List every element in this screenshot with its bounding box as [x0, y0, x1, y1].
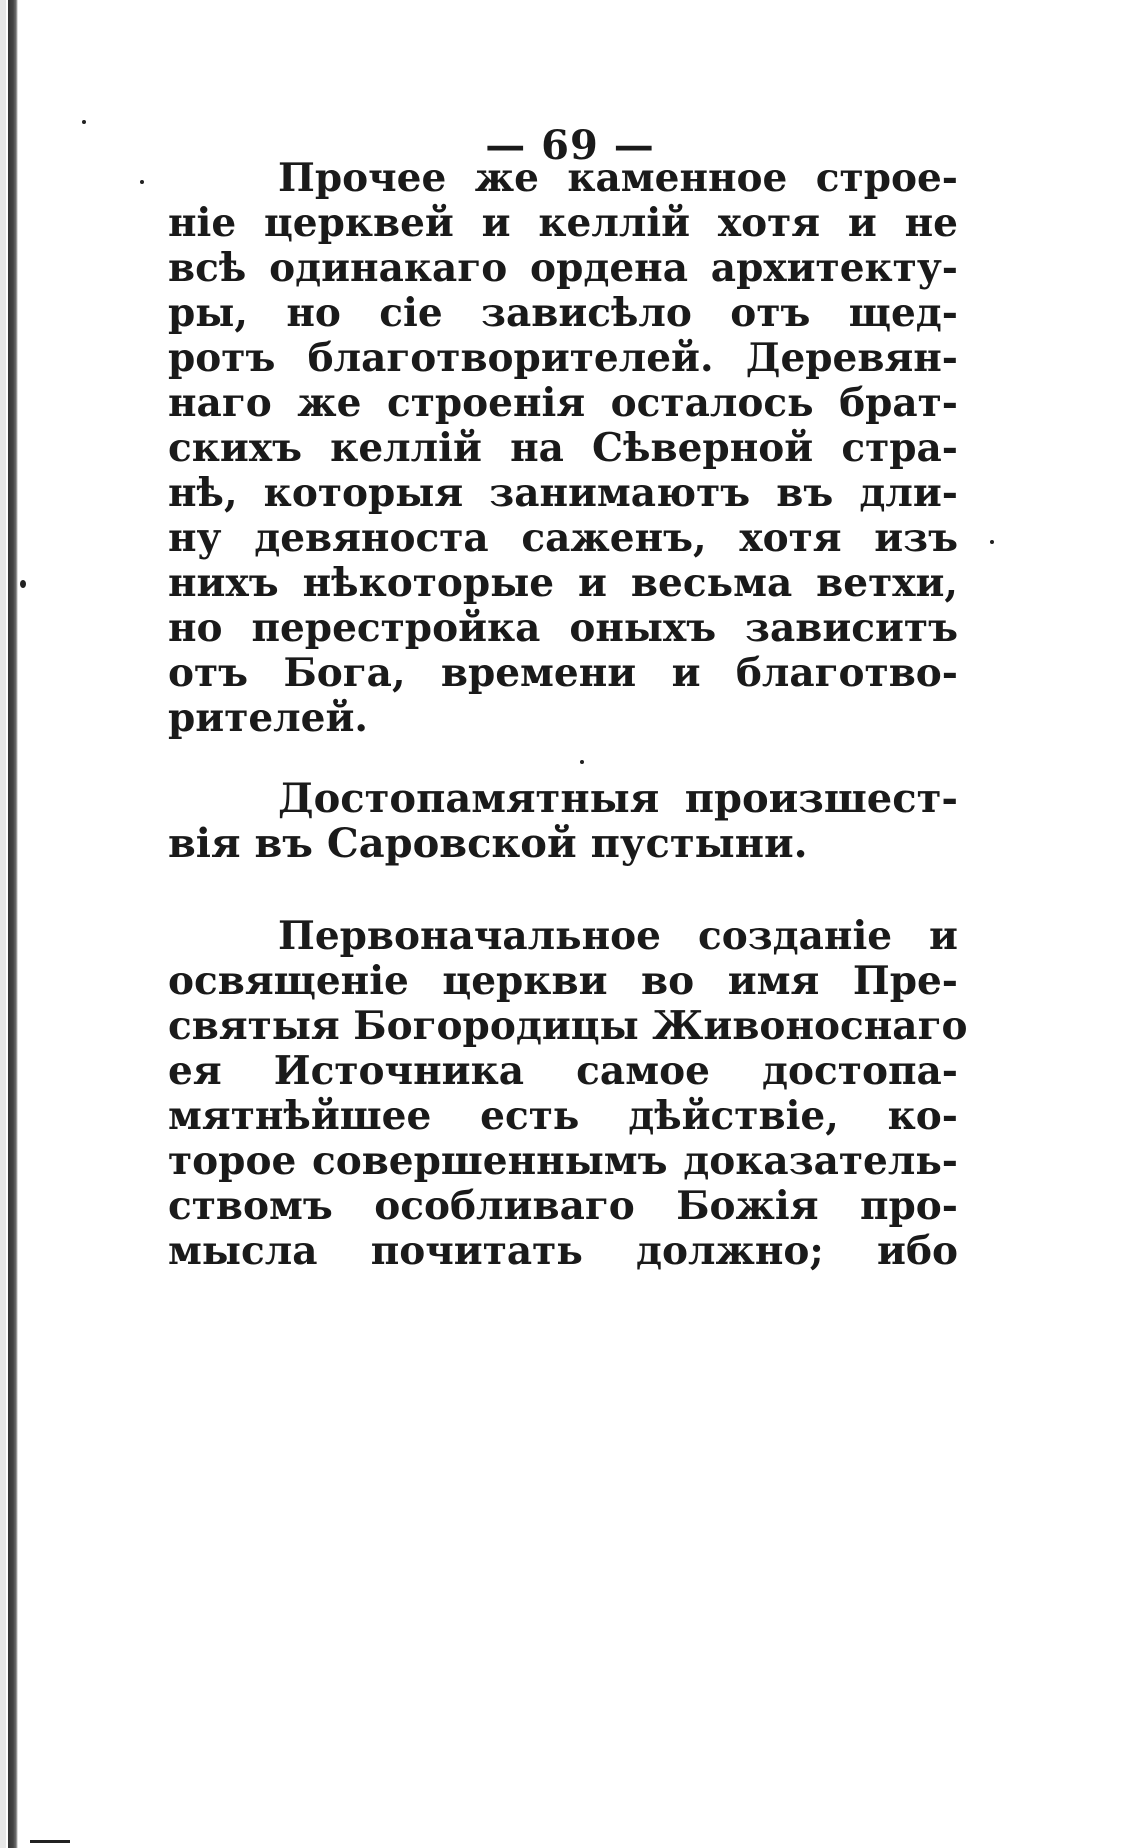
heading-line: Достопамятныя произшест-: [278, 775, 958, 822]
text-line: освященiе церкви во имя Пре-: [168, 958, 958, 1004]
paragraph-2: [168, 913, 968, 1274]
text-line: нѣ, которыя занимаютъ въ дли-: [168, 470, 958, 516]
text-line: мысла почитать должно; ибо: [168, 1228, 958, 1274]
text-line: ры, но сiе зависѣло отъ щед-: [168, 290, 958, 336]
text-line: наго же строенiя осталось брат-: [168, 380, 958, 426]
text-line: ея Источника самое достопа-: [168, 1048, 958, 1094]
paragraph-1: [168, 156, 958, 741]
text-line: Первоначальное созданiе и: [278, 913, 958, 959]
section-heading: [168, 776, 958, 866]
ink-speck: [20, 580, 26, 588]
ink-speck: [990, 540, 994, 544]
text-line: торое совершеннымъ доказатель-: [168, 1138, 958, 1184]
text-line: святыя Богородицы Живоноснаго: [168, 1003, 968, 1049]
text-line: мятнѣйшее есть дѣйствiе, ко-: [168, 1093, 958, 1139]
ink-speck: [580, 760, 584, 764]
text-line: всѣ одинакаго ордена архитекту-: [168, 245, 958, 291]
text-line: ствомъ особливаго Божiя про-: [168, 1183, 958, 1229]
binding-edge: [8, 0, 18, 1848]
text-line: рителей.: [168, 695, 368, 741]
ink-speck: [30, 1840, 70, 1843]
text-line: ротъ благотворителей. Деревян-: [168, 335, 958, 381]
page-margin-shadow: [0, 0, 6, 1848]
text-line: но перестройка оныхъ зависитъ: [168, 605, 958, 651]
heading-line: вiя въ Саровской пустыни.: [168, 820, 808, 867]
ink-speck: [140, 180, 144, 184]
text-line: нихъ нѣкоторые и весьма ветхи,: [168, 560, 958, 606]
text-line: отъ Бога, времени и благотво-: [168, 650, 958, 696]
page-number: — 69 —: [485, 122, 655, 169]
text-line: Прочее же каменное строе-: [278, 155, 958, 201]
text-line: нiе церквей и келлiй хотя и не: [168, 200, 958, 246]
text-line: ну девяноста саженъ, хотя изъ: [168, 515, 958, 561]
text-line: скихъ келлiй на Сѣверной стра-: [168, 425, 958, 471]
